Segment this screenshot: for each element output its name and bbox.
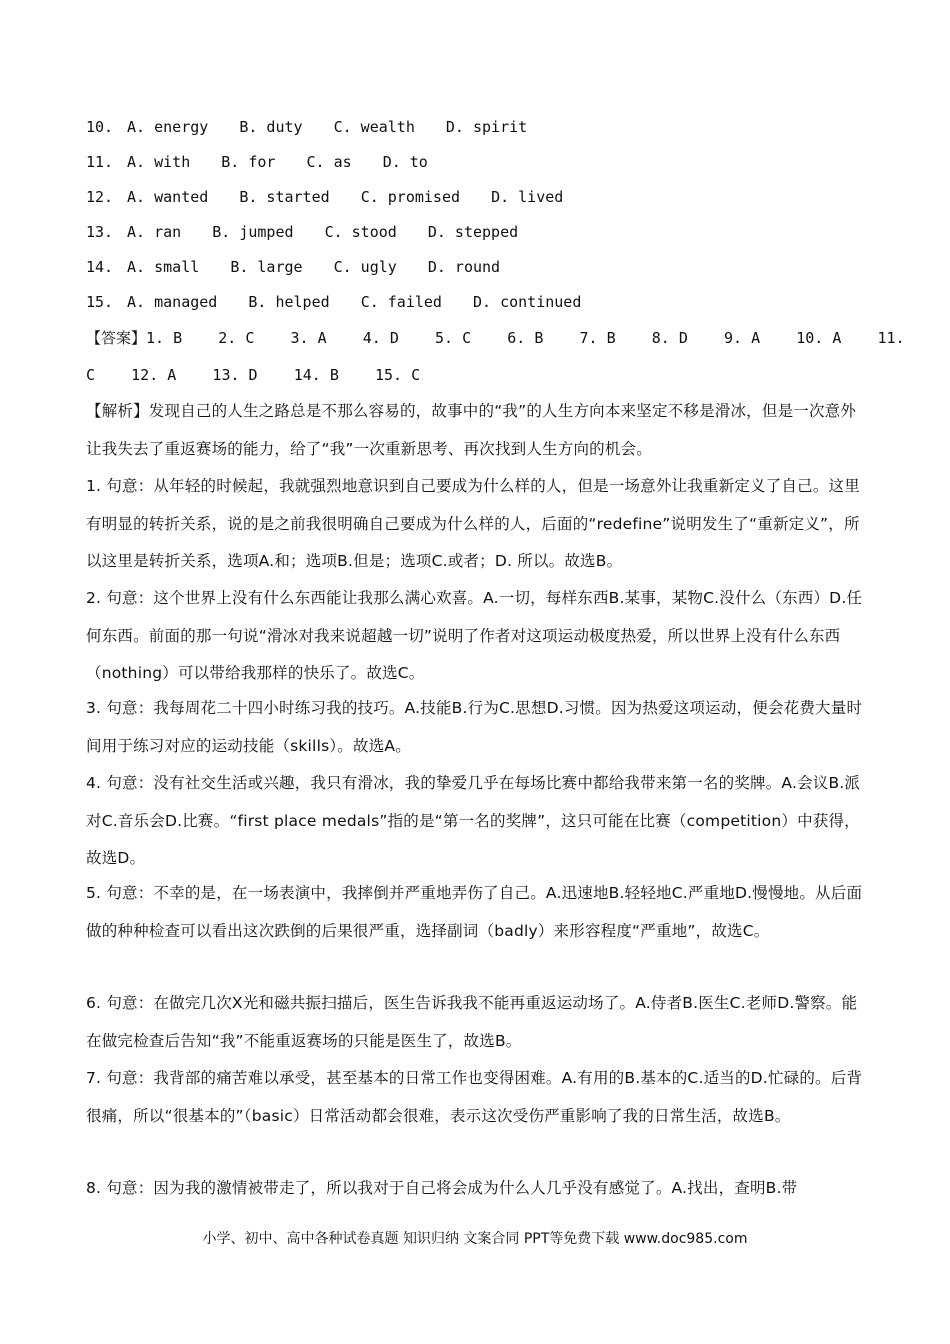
question-number: 11. [86, 153, 114, 171]
question-10-options [86, 118, 549, 142]
question-14-options [86, 258, 522, 282]
option-c: C. wealth [333, 118, 415, 136]
option-c: C. stood [324, 223, 397, 241]
analysis-item-5: 5. 句意：不幸的是，在一场表演中，我摔倒并严重地弄伤了自己。A.迅速地B.轻轻地C.严重地D.慢慢地。从后面做的种种检查可以看出这次跌倒的后果很严重，选择副词（badly）来形容程度“严重地”，故选C。 [86, 884, 863, 940]
option-a: A. wanted [127, 188, 209, 206]
option-c: C. failed [360, 293, 442, 311]
question-number: 10. [86, 118, 114, 136]
option-b: B. large [230, 258, 303, 276]
option-d: D. round [427, 258, 501, 276]
option-b: B. duty [239, 118, 303, 136]
option-c: C. ugly [333, 258, 397, 276]
answer-label: 【答案】 [86, 329, 147, 347]
answer-key [86, 320, 905, 394]
analysis-item-1: 1. 句意：从年轻的时候起，我就强烈地意识到自己要成为什么样的人，但是一场意外让我重新定义了自己。这里有明显的转折关系，说的是之前我很明确自己要成为什么样的人，后面的“redefine”说明发生了“重新定义”，所以这里是转折关系，选项A.和；选项B.但是；选项C.或者；D. 所以。故选B。 [86, 477, 860, 570]
option-d: D. lived [491, 188, 564, 206]
analysis-item-2: 2. 句意：这个世界上没有什么东西能让我那么满心欢喜。A.一切，每样东西B.某事，某物C.没什么（东西）D.任何东西。前面的那一句说“滑冰对我来说超越一切”说明了作者对这项运动极度热爱，所以世界上没有什么东西（nothing）可以带给我那样的快乐了。故选C。 [86, 589, 863, 682]
answer-line-2: C 12. A 13. D 14. B 15. C [86, 366, 421, 384]
analysis-item-8: 8. 句意：因为我的激情被带走了，所以我对于自己将会成为什么人几乎没有感觉了。A.找出，查明B.带 [86, 1179, 798, 1197]
option-c: C. as [306, 153, 352, 171]
option-d: D. spirit [445, 118, 528, 136]
option-a: A. managed [127, 293, 218, 311]
analysis-item-4: 4. 句意：没有社交生活或兴趣，我只有滑冰，我的挚爱几乎在每场比赛中都给我带来第一名的奖牌。A.会议B.派对C.音乐会D.比赛。“first place medals”指的是“第一名的奖牌”，这只可能在比赛（competition）中获得，故选D。 [86, 774, 861, 867]
option-d: D. continued [473, 293, 582, 311]
question-number: 15. [86, 293, 114, 311]
option-b: B. helped [248, 293, 330, 311]
question-number: 13. [86, 223, 114, 241]
option-a: A. small [127, 258, 200, 276]
question-13-options [86, 223, 540, 247]
answer-line-1 [86, 320, 905, 357]
option-a: A. with [127, 153, 191, 171]
question-15-options [86, 293, 603, 317]
option-d: D. stepped [427, 223, 519, 241]
analysis-intro: 【解析】发现自己的人生之路总是不那么容易的，故事中的“我”的人生方向本来坚定不移是滑冰，但是一次意外让我失去了重返赛场的能力，给了“我”一次重新思考、再次找到人生方向的机会。 [86, 402, 857, 458]
option-b: B. for [221, 153, 276, 171]
option-a: A. ran [127, 223, 182, 241]
option-b: B. started [239, 188, 330, 206]
question-12-options [86, 188, 585, 212]
answer-values: 1. B 2. C 3. A 4. D 5. C 6. B 7. B 8. D 9. A 10. A 11. [146, 329, 905, 347]
page-footer: 小学、初中、高中各种试卷真题 知识归纳 文案合同 PPT等免费下载 www.doc985.com [202, 1231, 748, 1247]
question-number: 12. [86, 188, 114, 206]
question-11-options [86, 153, 450, 177]
option-b: B. jumped [212, 223, 294, 241]
analysis-item-3: 3. 句意：我每周花二十四小时练习我的技巧。A.技能B.行为C.思想D.习惯。因为热爱这项运动，便会花费大量时间用于练习对应的运动技能（skills）。故选A。 [86, 699, 863, 755]
question-number: 14. [86, 258, 114, 276]
analysis-item-7: 7. 句意：我背部的痛苦难以承受，甚至基本的日常工作也变得困难。A.有用的B.基本的C.适当的D.忙碌的。后背很痛，所以“很基本的”（basic）日常活动都会很难，表示这次受伤严重影响了我的日常生活，故选B。 [86, 1069, 863, 1125]
option-c: C. promised [360, 188, 461, 206]
option-a: A. energy [127, 118, 209, 136]
analysis-item-6: 6. 句意：在做完几次X光和磁共振扫描后，医生告诉我我不能再重返运动场了。A.侍者B.医生C.老师D.警察。能在做完检查后告知“我”不能重返赛场的只能是医生了，故选B。 [86, 994, 858, 1050]
option-d: D. to [382, 153, 428, 171]
